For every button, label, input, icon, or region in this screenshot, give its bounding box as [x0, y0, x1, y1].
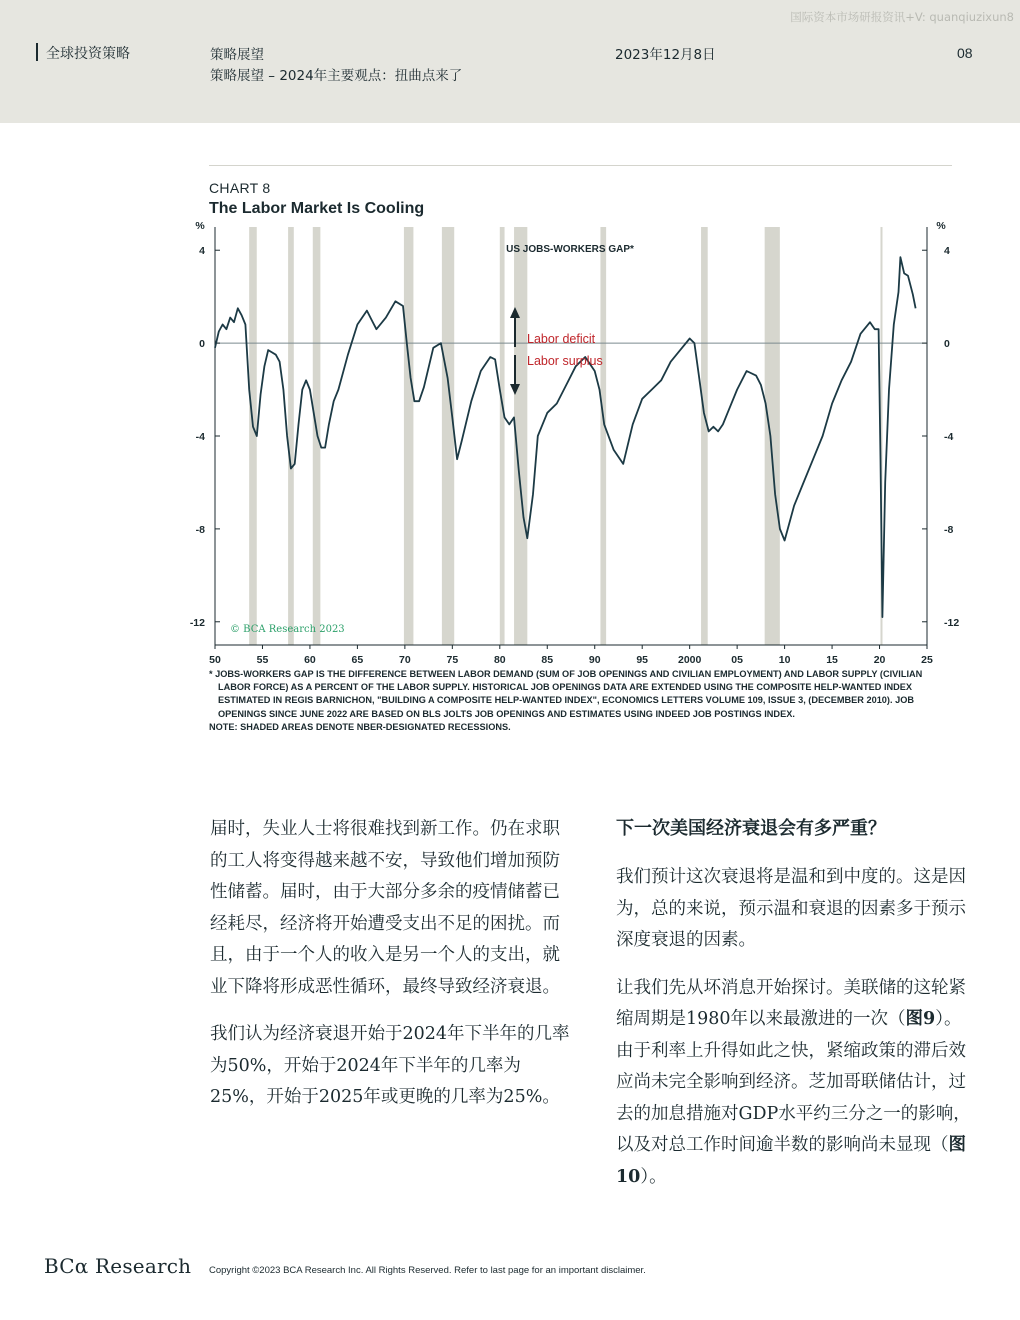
recession-band	[442, 227, 454, 645]
y-tick-label-right: 4	[944, 245, 950, 258]
recession-band	[500, 227, 505, 645]
x-tick-label: 90	[588, 654, 601, 666]
copyright-text: Copyright ©2023 BCA Research Inc. All Rights Reserved. Refer to last page for an important disclaimer.	[209, 1265, 646, 1276]
y-tick-label-left: -12	[189, 616, 205, 629]
y-tick-label-right: -12	[944, 616, 960, 629]
recession-band	[765, 227, 780, 645]
recession-band	[404, 227, 413, 645]
recession-band	[701, 227, 708, 645]
body-paragraph: 届时，失业人士将很难找到新工作。仍在求职的工人将变得越来越不安，导致他们增加预防性储蓄。届时，由于大部分多余的疫情储蓄已经耗尽，经济将开始遭受支出不足的困扰。而且，由于一个人的收入是另一个人的支出，就业下降将形成恶性循环，最终导致经济衰退。	[210, 819, 560, 997]
recession-band	[600, 227, 606, 645]
x-tick-label: 95	[636, 654, 649, 666]
body-right-column	[616, 814, 978, 1209]
x-tick-label: 05	[731, 654, 743, 666]
x-tick-label: 55	[256, 654, 269, 666]
x-tick-label: 20	[873, 654, 886, 666]
x-tick-label: 70	[399, 654, 411, 666]
x-tick-label: 65	[351, 654, 364, 666]
x-tick-label: 2000	[677, 654, 702, 666]
chart-credit: © BCA Research 2023	[230, 624, 345, 635]
x-tick-label: 15	[826, 654, 838, 666]
series-label: US JOBS-WORKERS GAP*	[506, 244, 634, 255]
y-tick-label-left: 4	[199, 245, 205, 258]
section-heading: 下一次美国经济衰退会有多严重？	[616, 818, 886, 839]
page-number: 08	[957, 45, 973, 61]
y-tick-label-right: 0	[944, 338, 950, 351]
x-tick-label: 85	[541, 654, 554, 666]
y-tick-label-right: -8	[944, 523, 954, 536]
x-tick-label: 75	[446, 654, 459, 666]
body-text: ）。	[640, 1166, 667, 1187]
body-text: 让我们先从坏消息开始探讨。美联储的这轮紧缩周期是1980年以来最激进的一次（	[616, 977, 966, 1029]
annotation-labor-surplus: Labor surplus	[527, 354, 603, 368]
y-tick-label-left: -8	[195, 523, 205, 536]
y-tick-label-left: 0	[199, 338, 205, 351]
y-tick-label-left: -4	[195, 431, 205, 443]
footnote-definition: * JOBS-WORKERS GAP IS THE DIFFERENCE BETWEEN LABOR DEMAND (SUM OF JOB OPENINGS AND CIVILIAN EMPLOYMENT) AND LABOR SUPPLY (CIVILIAN LABOR FORCE) AS A PERCENT OF THE LABOR SUPPLY. HISTORICAL JOB OPENINGS DATA ARE EXTENDED USING THE COMPOSITE HELP-WANTED INDEX ESTIMATED IN REGIS BARNICHON, "BUILDING A COMPOSITE HELP-WANTED INDEX", ECONOMICS LETTERS VOLUME 109, ISSUE 3, (DECEMBER 2010). JOB OPENINGS SINCE JUNE 2022 ARE BASED ON BLS JOLTS JOB OPENINGS AND ESTIMATES USING INDEED JOB POSTINGS INDEX.	[209, 669, 923, 719]
figure-reference-link[interactable]: 图9	[905, 1009, 936, 1029]
body-left-column	[210, 814, 572, 1130]
report-series: 策略展望	[210, 47, 264, 63]
body-paragraph	[616, 973, 978, 1194]
x-tick-label: 80	[493, 654, 506, 666]
body-text: ）。由于利率上升得如此之快，紧缩政策的滞后效应尚未完全影响到经济。芝加哥联储估计，过去的加息措施对GDP水平约三分之一的影响，以及对总工作时间逾半数的影响尚未显现（	[616, 1009, 971, 1155]
section-title: 全球投资策略	[46, 46, 130, 62]
y-tick-label-right: -4	[944, 431, 954, 443]
chart-kicker: CHART 8	[209, 180, 271, 196]
y-unit-label-left: %	[195, 220, 205, 232]
recession-band	[249, 227, 257, 645]
report-date: 2023年12月8日	[615, 47, 716, 63]
footnote-recession-note: NOTE: SHADED AREAS DENOTE NBER-DESIGNATED RECESSIONS.	[209, 721, 511, 732]
recession-band	[313, 227, 321, 645]
body-paragraph: 我们预计这次衰退将是温和到中度的。这是因为，总的来说，预示温和衰退的因素多于预示深度衰退的因素。	[616, 867, 966, 950]
x-tick-label: 10	[778, 654, 791, 666]
x-tick-label: 60	[304, 654, 316, 666]
bca-logo: BCα Research	[44, 1254, 192, 1278]
report-title: 策略展望 – 2024年主要观点：扭曲点来了	[210, 68, 463, 84]
body-paragraph: 我们认为经济衰退开始于2024年下半年的几率为50%，开始于2024年下半年的几率为25%，开始于2025年或更晚的几率为25%。	[210, 1024, 570, 1107]
chart-footnote	[209, 668, 939, 734]
annotation-labor-deficit: Labor deficit	[527, 332, 596, 346]
y-unit-label-right: %	[936, 220, 946, 232]
x-tick-label: 25	[921, 654, 933, 666]
chart-title: The Labor Market Is Cooling	[209, 200, 425, 217]
x-tick-label: 50	[209, 654, 221, 666]
recession-band	[288, 227, 294, 645]
figure-reference-link[interactable]: 图10	[616, 1135, 966, 1187]
watermark-text: 国际资本市场研报资讯+V: quanqiuzixun8	[790, 10, 1014, 24]
